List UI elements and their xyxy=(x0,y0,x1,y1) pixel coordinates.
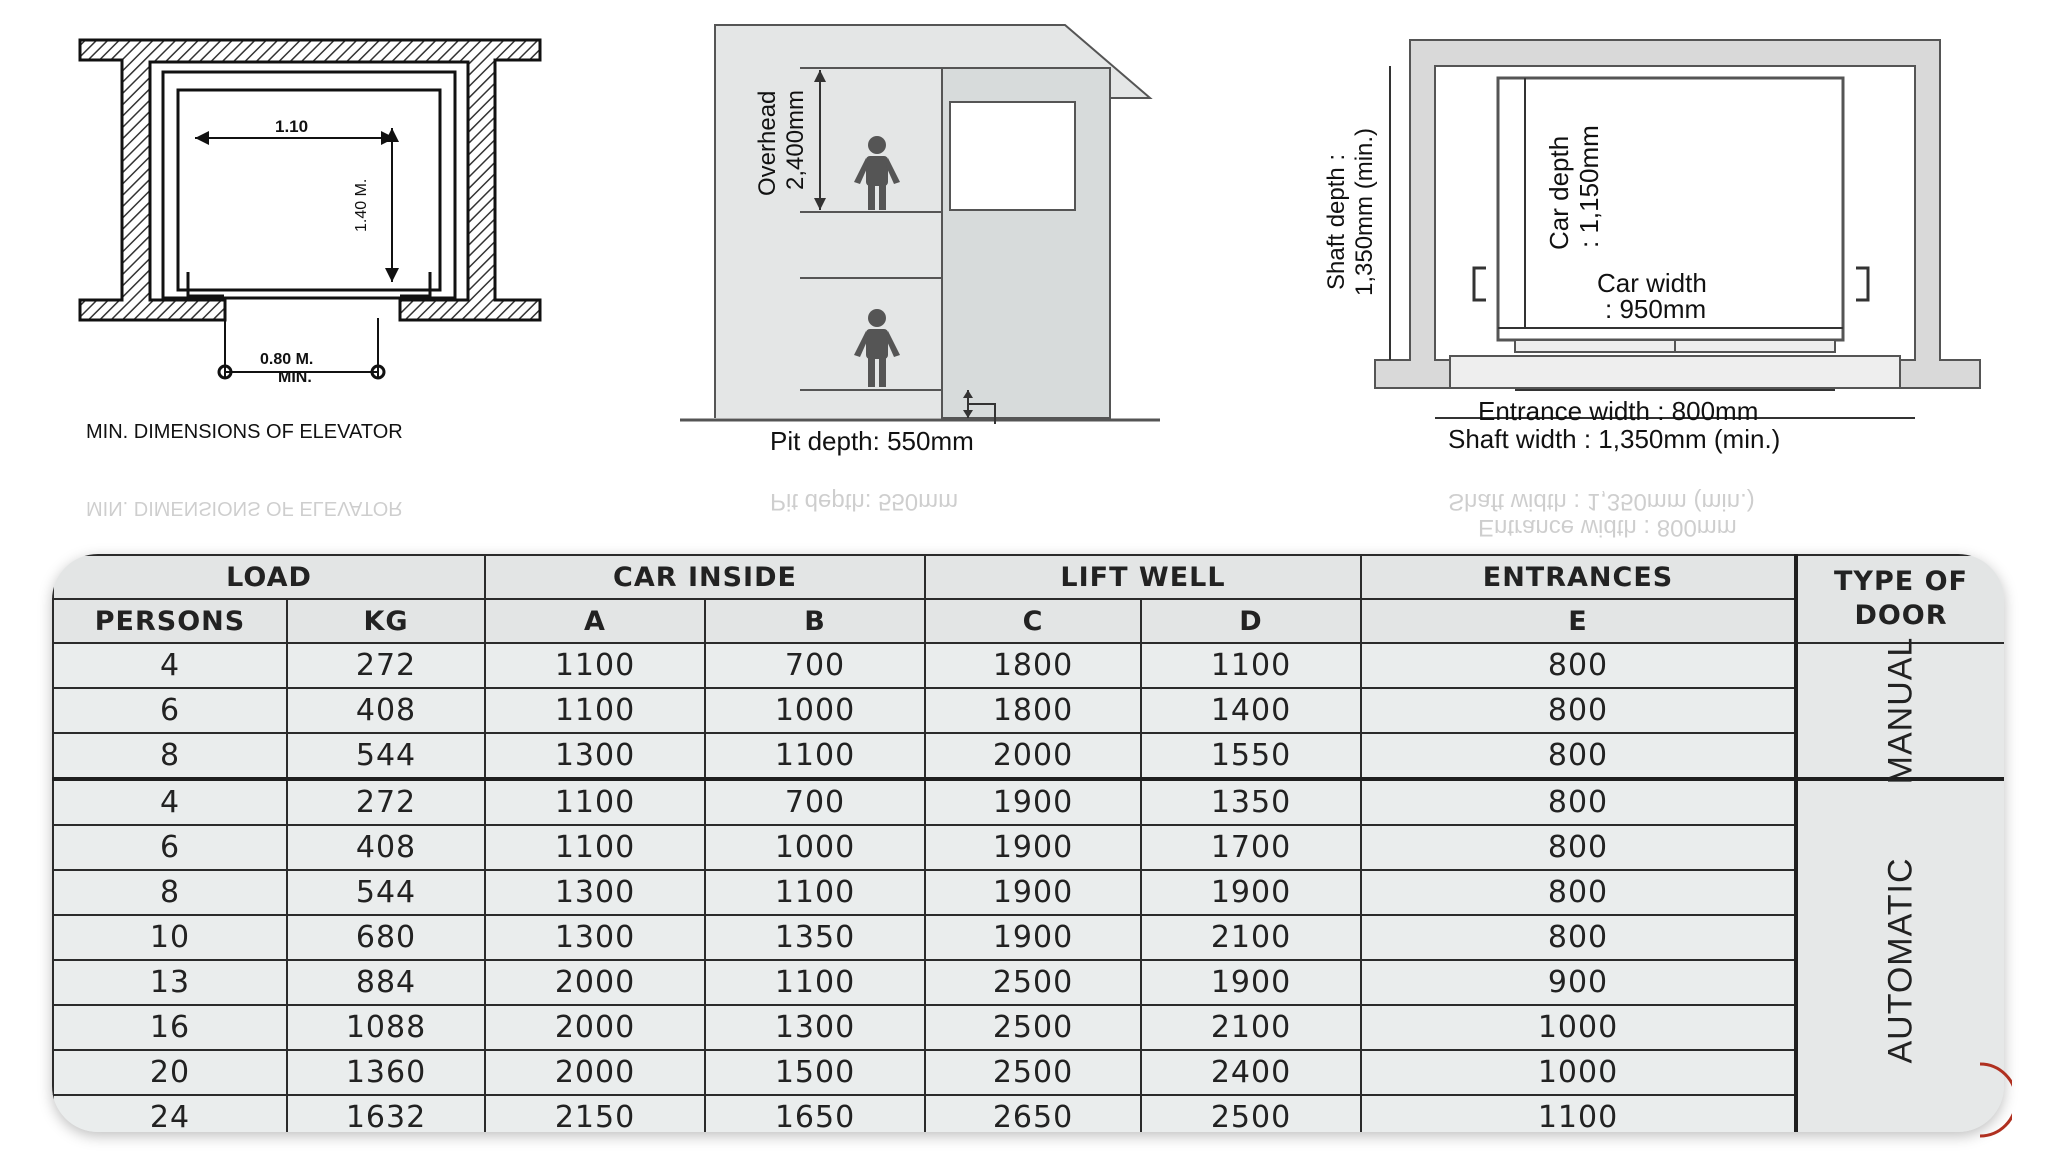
cell-persons: 6 xyxy=(53,688,287,733)
door-type-automatic-label: AUTOMATIC xyxy=(1881,856,1920,1064)
cell-d: 2500 xyxy=(1141,1095,1361,1132)
cell-d: 1350 xyxy=(1141,779,1361,825)
cell-c: 2500 xyxy=(925,1005,1141,1050)
plan-width-label: 1.10 xyxy=(275,117,309,136)
cell-persons: 4 xyxy=(53,643,287,688)
cell-b: 700 xyxy=(705,643,925,688)
caption-reflections xyxy=(86,488,1755,541)
cell-a: 2000 xyxy=(485,1005,705,1050)
car-depth-label-1: Car depth xyxy=(1544,135,1574,250)
cell-kg: 272 xyxy=(287,643,485,688)
cell-b: 1350 xyxy=(705,915,925,960)
cell-e: 800 xyxy=(1361,915,1796,960)
cell-b: 1100 xyxy=(705,870,925,915)
shaft-width-label: Shaft width : 1,350mm (min.) xyxy=(1448,424,1781,454)
cell-persons: 20 xyxy=(53,1050,287,1095)
header-b: B xyxy=(705,599,925,643)
header-type-of-door-line1: TYPE OF xyxy=(1834,566,1968,597)
cell-c: 2650 xyxy=(925,1095,1141,1132)
cell-a: 2000 xyxy=(485,1050,705,1095)
table-row xyxy=(53,960,2004,1005)
plan-door-label-2: MIN. xyxy=(278,369,312,386)
car-width-label-1: Car width xyxy=(1597,268,1707,298)
cell-kg: 1632 xyxy=(287,1095,485,1132)
cell-e: 800 xyxy=(1361,643,1796,688)
cell-b: 1100 xyxy=(705,733,925,779)
section-pit-label: Pit depth: 550mm xyxy=(770,426,974,456)
table-row xyxy=(53,825,2004,870)
cell-persons: 8 xyxy=(53,870,287,915)
cell-a: 1100 xyxy=(485,779,705,825)
header-type-of-door xyxy=(1796,555,2004,643)
entrance-width-reflection: Entrance width : 800mm xyxy=(1478,514,1737,541)
cell-a: 2000 xyxy=(485,960,705,1005)
table-row xyxy=(53,688,2004,733)
header-type-of-door-line2: DOOR xyxy=(1854,600,1948,631)
cell-c: 2500 xyxy=(925,1050,1141,1095)
table-row xyxy=(53,733,2004,779)
shaft-depth-label-1: Shaft depth : xyxy=(1323,153,1350,290)
cell-c: 2500 xyxy=(925,960,1141,1005)
cell-b: 1500 xyxy=(705,1050,925,1095)
pit-label-reflection: Pit depth: 550mm xyxy=(770,488,959,515)
cell-d: 1900 xyxy=(1141,870,1361,915)
section-overhead-label-2: 2,400mm xyxy=(782,89,809,190)
cell-persons: 13 xyxy=(53,960,287,1005)
header-e: E xyxy=(1361,599,1796,643)
cell-c: 1800 xyxy=(925,643,1141,688)
diagram-shaft-plan xyxy=(1323,40,1980,454)
cell-d: 2400 xyxy=(1141,1050,1361,1095)
car-width-label-2: : 950mm xyxy=(1605,294,1707,324)
cell-d: 1550 xyxy=(1141,733,1361,779)
table-row xyxy=(53,870,2004,915)
cell-e: 800 xyxy=(1361,825,1796,870)
plan-car-outline xyxy=(178,90,440,290)
cell-c: 1900 xyxy=(925,915,1141,960)
plan-wall-hatched xyxy=(80,40,540,320)
cell-d: 1100 xyxy=(1141,643,1361,688)
cell-a: 1300 xyxy=(485,915,705,960)
door-type-manual xyxy=(1796,636,2004,785)
cell-a: 1100 xyxy=(485,825,705,870)
cell-persons: 8 xyxy=(53,733,287,779)
cell-e: 800 xyxy=(1361,870,1796,915)
section-overhead-label-1: Overhead xyxy=(754,90,781,196)
table-column-header-row xyxy=(53,599,2004,643)
cell-a: 2150 xyxy=(485,1095,705,1132)
header-c: C xyxy=(925,599,1141,643)
table-row xyxy=(53,779,2004,825)
cell-b: 1100 xyxy=(705,960,925,1005)
cell-kg: 272 xyxy=(287,779,485,825)
elevator-diagrams xyxy=(0,0,2048,560)
cell-e: 800 xyxy=(1361,779,1796,825)
sill xyxy=(1450,356,1900,388)
cell-kg: 544 xyxy=(287,870,485,915)
plan-shaft-inner xyxy=(163,72,455,298)
cell-d: 1700 xyxy=(1141,825,1361,870)
slide-corner-ornament xyxy=(1972,1060,2012,1140)
cell-e: 800 xyxy=(1361,733,1796,779)
cell-persons: 24 xyxy=(53,1095,287,1132)
cell-kg: 884 xyxy=(287,960,485,1005)
cell-a: 1100 xyxy=(485,688,705,733)
cell-e: 1000 xyxy=(1361,1050,1796,1095)
plan-car-rail xyxy=(188,272,224,296)
cell-kg: 1360 xyxy=(287,1050,485,1095)
car-depth-label-2: : 1,150mm xyxy=(1574,125,1604,248)
door-type-manual-label: MANUAL xyxy=(1881,636,1920,785)
plan-depth-arrow-bottom xyxy=(385,268,399,282)
cell-d: 2100 xyxy=(1141,1005,1361,1050)
cell-d: 1900 xyxy=(1141,960,1361,1005)
cell-kg: 544 xyxy=(287,733,485,779)
cell-persons: 10 xyxy=(53,915,287,960)
plan-caption-reflection: MIN. DIMENSIONS OF ELEVATOR xyxy=(86,497,403,519)
diagram-plan-min-dimensions xyxy=(80,40,540,443)
header-kg: KG xyxy=(287,599,485,643)
cell-c: 1900 xyxy=(925,779,1141,825)
cell-e: 1000 xyxy=(1361,1005,1796,1050)
shaft-width-reflection: Shaft width : 1,350mm (min.) xyxy=(1448,488,1755,515)
header-a: A xyxy=(485,599,705,643)
cell-a: 1300 xyxy=(485,870,705,915)
cell-b: 1000 xyxy=(705,825,925,870)
shaft-depth-label-2: 1,350mm (min.) xyxy=(1351,127,1378,296)
header-car-inside: CAR INSIDE xyxy=(485,555,925,599)
lift-spec-table xyxy=(52,554,2004,1132)
cell-persons: 16 xyxy=(53,1005,287,1050)
lift-spec-table-panel xyxy=(52,554,2004,1132)
table-row xyxy=(53,915,2004,960)
table-row xyxy=(53,643,2004,688)
cell-kg: 1088 xyxy=(287,1005,485,1050)
cell-persons: 4 xyxy=(53,779,287,825)
plan-caption: MIN. DIMENSIONS OF ELEVATOR xyxy=(86,421,403,443)
table-group-header-row xyxy=(53,555,2004,599)
cell-a: 1300 xyxy=(485,733,705,779)
cell-c: 1900 xyxy=(925,870,1141,915)
cell-e: 800 xyxy=(1361,688,1796,733)
door-panel-left xyxy=(1515,340,1675,352)
cell-kg: 680 xyxy=(287,915,485,960)
door-panel-right xyxy=(1675,340,1835,352)
cell-kg: 408 xyxy=(287,825,485,870)
cell-e: 900 xyxy=(1361,960,1796,1005)
cell-b: 1650 xyxy=(705,1095,925,1132)
header-entrances: ENTRANCES xyxy=(1361,555,1796,599)
plan-width-arrow-left xyxy=(195,131,209,145)
table-row xyxy=(53,1095,2004,1132)
plan-door-label-1: 0.80 M. xyxy=(260,351,314,368)
header-d: D xyxy=(1141,599,1361,643)
header-lift-well: LIFT WELL xyxy=(925,555,1361,599)
table-row xyxy=(53,1050,2004,1095)
plan-car-rail-right xyxy=(400,272,430,296)
cell-b: 1000 xyxy=(705,688,925,733)
section-car xyxy=(950,102,1075,210)
table-row xyxy=(53,1005,2004,1050)
cell-c: 2000 xyxy=(925,733,1141,779)
header-persons: PERSONS xyxy=(53,599,287,643)
cell-c: 1800 xyxy=(925,688,1141,733)
cell-b: 1300 xyxy=(705,1005,925,1050)
diagram-section-overhead-pit xyxy=(680,25,1160,456)
cell-d: 2100 xyxy=(1141,915,1361,960)
plan-depth-label: 1.40 M. xyxy=(353,178,370,232)
cell-a: 1100 xyxy=(485,643,705,688)
entrance-width-label: Entrance width : 800mm xyxy=(1478,396,1759,426)
cell-d: 1400 xyxy=(1141,688,1361,733)
cell-kg: 408 xyxy=(287,688,485,733)
cell-e: 1100 xyxy=(1361,1095,1796,1132)
cell-b: 700 xyxy=(705,779,925,825)
cell-c: 1900 xyxy=(925,825,1141,870)
cell-persons: 6 xyxy=(53,825,287,870)
header-load: LOAD xyxy=(53,555,485,599)
